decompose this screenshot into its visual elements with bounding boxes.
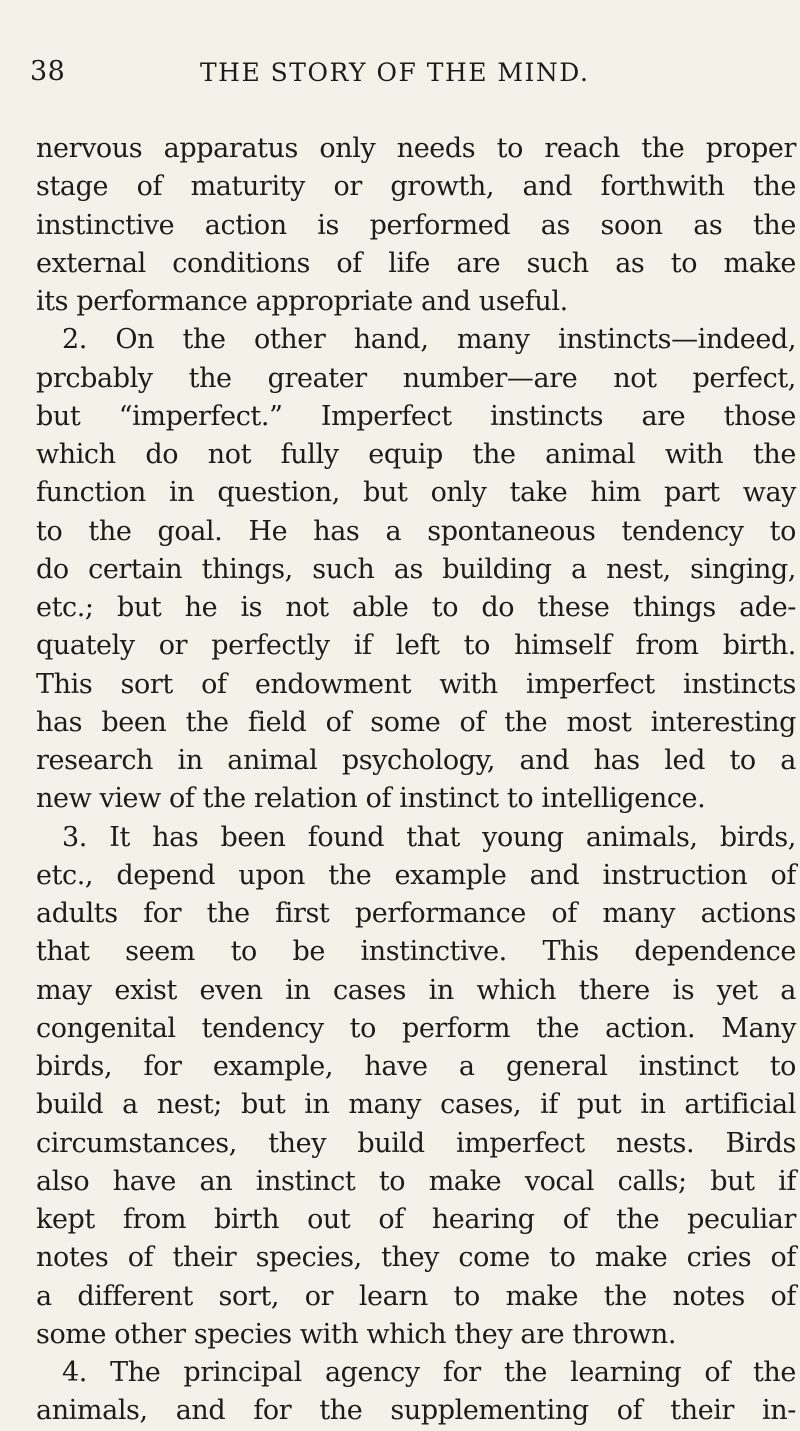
text-line: but “imperfect.” Imperfect instincts are those [36,400,796,432]
text-line: notes of their species, they come to make cries of [36,1242,796,1274]
text-line: which do not fully equip the animal with the [36,439,796,470]
text-line: new view of the relation of instinct to intelligence. [36,783,706,815]
text-line: adults for the first performance of many actions [36,898,796,929]
text-line: etc., depend upon the example and instruction of [36,859,796,891]
text-line: animals, and for the supplementing of their in- [36,1395,796,1427]
text-line: quately or perfectly if left to himself from birth. [36,630,796,662]
text-line: nervous apparatus only needs to reach the proper [36,133,796,164]
text-line: its performance appropriate and useful. [36,286,568,317]
text-line: has been the field of some of the most interesting [36,706,796,738]
page-number: 38 [30,56,66,87]
text-line: 4. The principal agency for the learning of the [62,1357,796,1388]
text-line: birds, for example, have a general instinct to [36,1051,796,1082]
text-line: build a nest; but in many cases, if put in artificial [36,1089,796,1121]
text-line: external conditions of life are such as to make [36,247,796,279]
running-title: THE STORY OF THE MIND. [200,58,590,87]
text-line: some other species with which they are thrown. [36,1318,677,1350]
text-line: may exist even in cases in which there is yet a [36,974,796,1006]
body-text [36,130,796,1431]
text-line: 2. On the other hand, many instincts—indeed, [62,324,796,356]
text-line: instinctive action is performed as soon as the [36,209,796,241]
text-line: that seem to be instinctive. This dependence [36,936,796,968]
text-line: prcbably the greater number—are not perfect, [36,362,796,394]
text-line: congenital tendency to perform the action. Many [36,1012,796,1044]
text-line: 3. It has been found that young animals, birds, [62,821,796,853]
text-line: stage of maturity or growth, and forthwith the [36,171,796,203]
text-line: do certain things, such as building a nest, singing, [36,553,796,585]
text-line: research in animal psychology, and has led to a [36,745,796,776]
text-line: also have an instinct to make vocal calls; but if [36,1165,796,1197]
text-line: This sort of endowment with imperfect instincts [36,668,796,700]
text-line: etc.; but he is not able to do these things ade- [36,592,796,623]
text-line: kept from birth out of hearing of the peculiar [36,1204,796,1235]
text-line: function in question, but only take him part way [36,477,796,509]
text-line: a different sort, or learn to make the notes of [36,1280,796,1312]
text-line: to the goal. He has a spontaneous tendency to [36,515,796,547]
text-line: circumstances, they build imperfect nests. Birds [36,1127,796,1159]
